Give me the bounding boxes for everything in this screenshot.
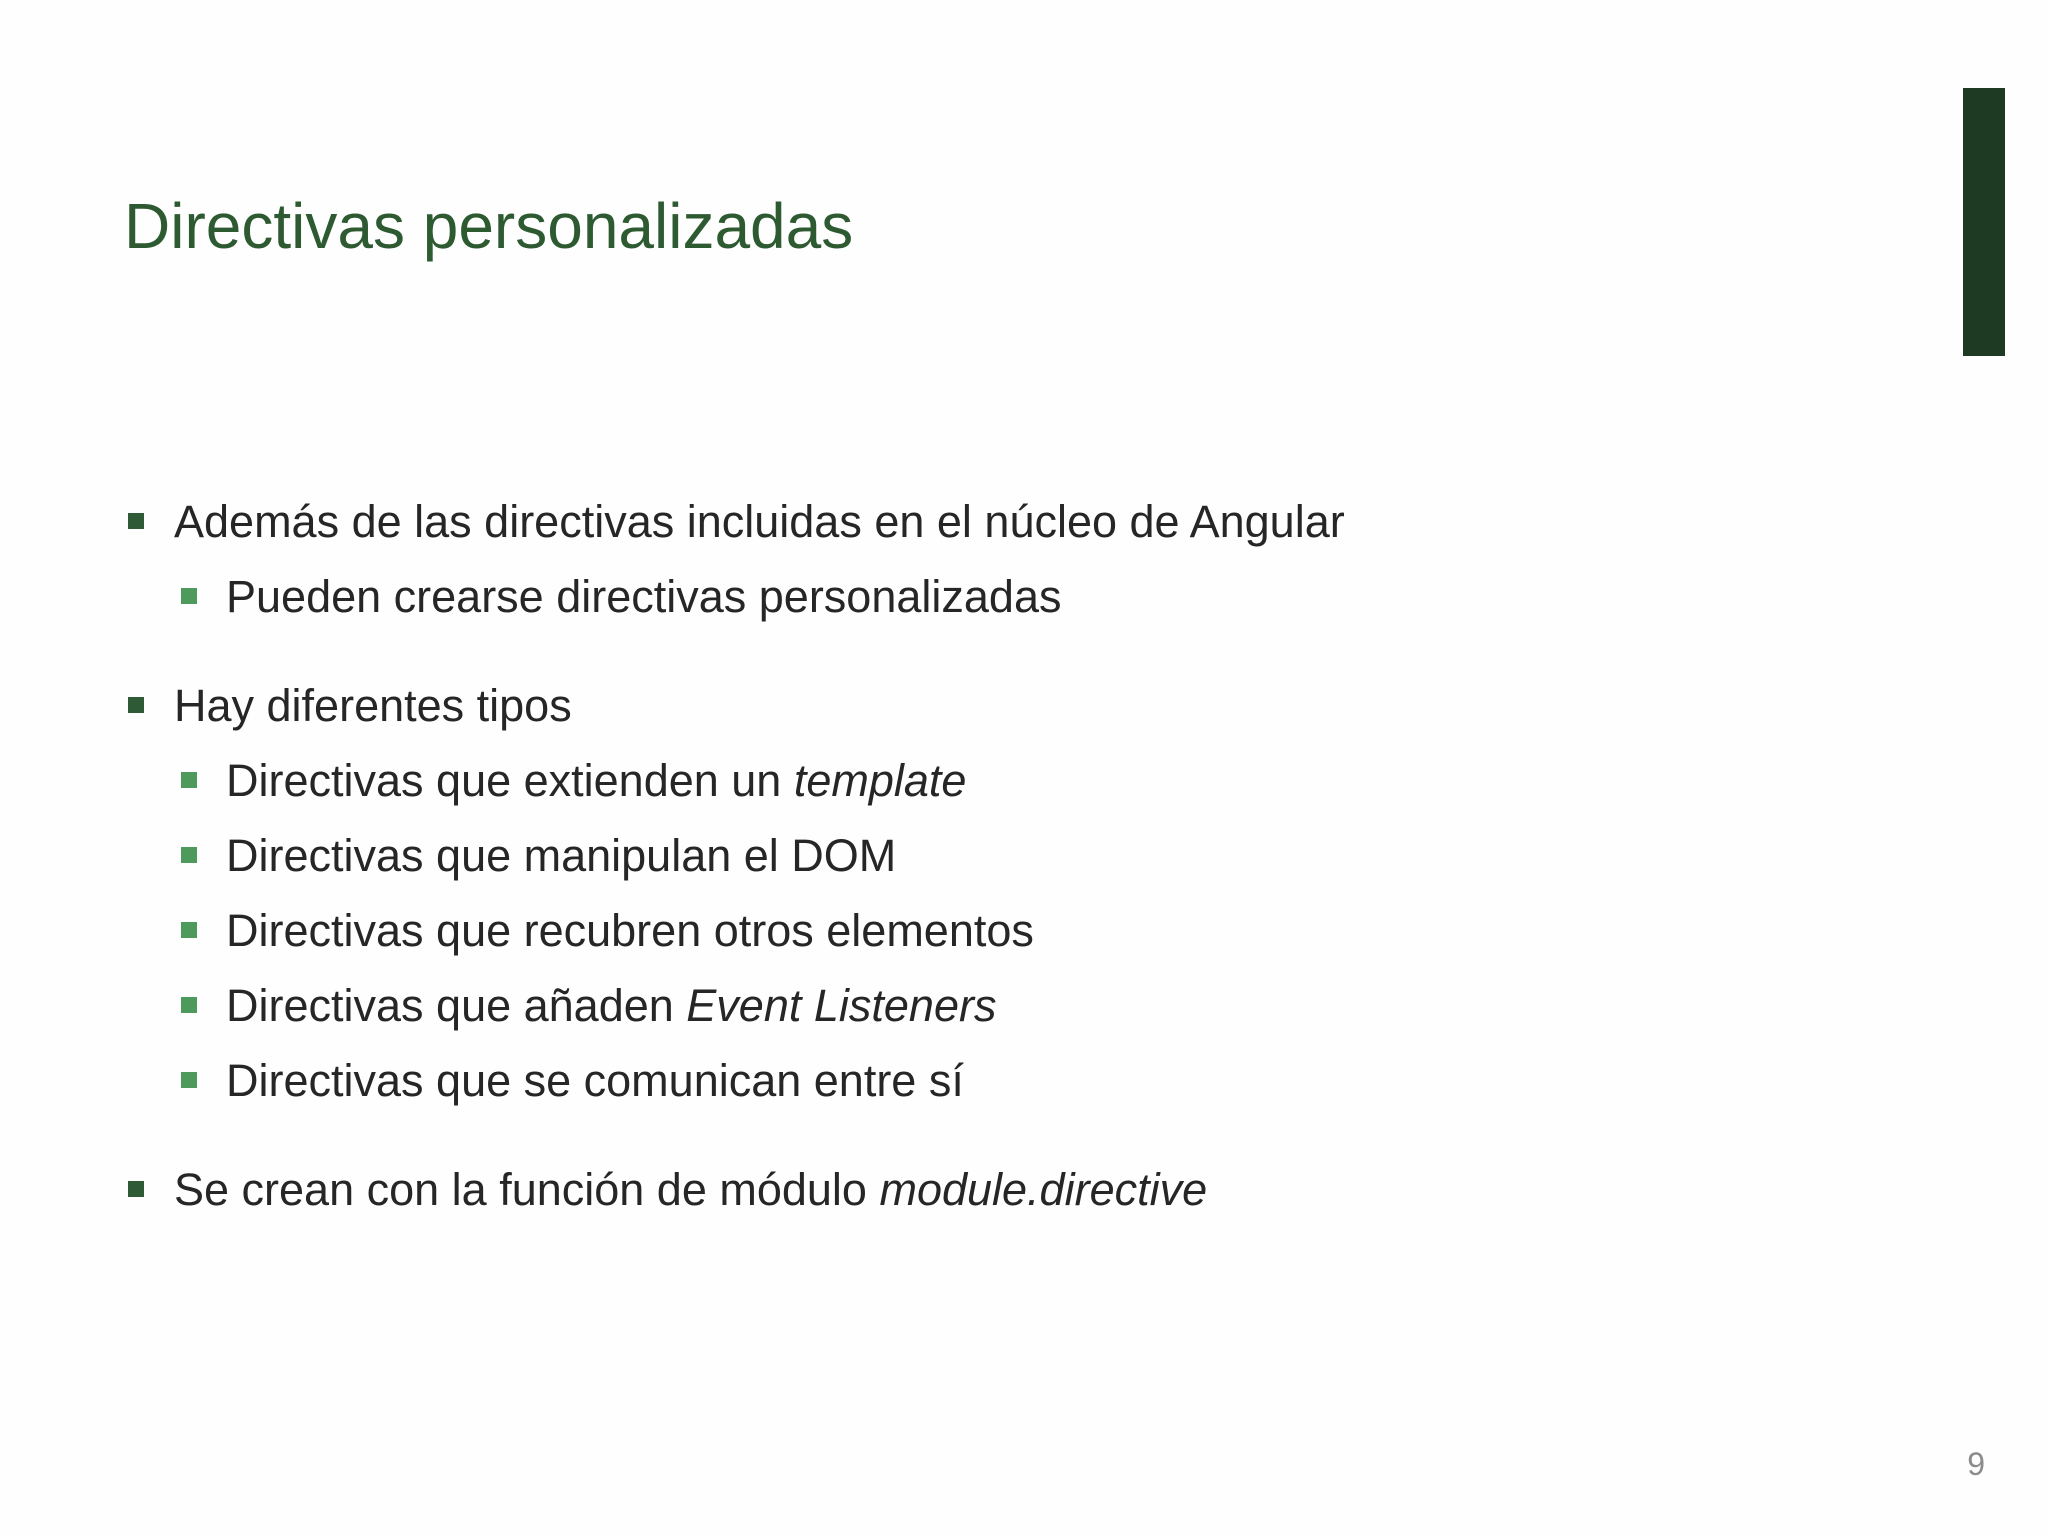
square-bullet-icon [128, 513, 144, 529]
bullet-text: Directivas que se comunican entre sí [226, 1055, 964, 1106]
bullet-text: Directivas que añaden Event Listeners [226, 980, 997, 1031]
bullet-emphasis: module.directive [879, 1164, 1208, 1215]
slide-title: Directivas personalizadas [124, 190, 854, 262]
sub-bullet-item [181, 976, 996, 1036]
accent-bar [1963, 88, 2005, 356]
page-number: 9 [1967, 1446, 1985, 1482]
sub-bullet-item [181, 901, 1034, 961]
square-bullet-icon [181, 772, 197, 788]
bullet-emphasis: template [793, 755, 967, 806]
square-bullet-icon [181, 588, 197, 604]
bullet-text: Directivas que manipulan el DOM [226, 830, 897, 881]
bullet-text: Además de las directivas incluidas en el núcleo de Angular [174, 496, 1345, 547]
square-bullet-icon [181, 1072, 197, 1088]
square-bullet-icon [181, 847, 197, 863]
bullet-text: Directivas que extienden un template [226, 755, 967, 806]
bullet-item [128, 492, 1345, 552]
square-bullet-icon [128, 697, 144, 713]
bullet-item [128, 1160, 1207, 1220]
square-bullet-icon [181, 997, 197, 1013]
bullet-text: Pueden crearse directivas personalizadas [226, 571, 1062, 622]
sub-bullet-item [181, 567, 1061, 627]
square-bullet-icon [128, 1181, 144, 1197]
bullet-emphasis: Event Listeners [686, 980, 997, 1031]
square-bullet-icon [181, 922, 197, 938]
sub-bullet-item [181, 751, 966, 811]
bullet-text: Directivas que recubren otros elementos [226, 905, 1034, 956]
bullet-text: Se crean con la función de módulo module.directive [174, 1164, 1208, 1215]
bullet-item [128, 676, 572, 736]
sub-bullet-item [181, 1051, 964, 1111]
sub-bullet-item [181, 826, 896, 886]
bullet-text: Hay diferentes tipos [174, 680, 572, 731]
